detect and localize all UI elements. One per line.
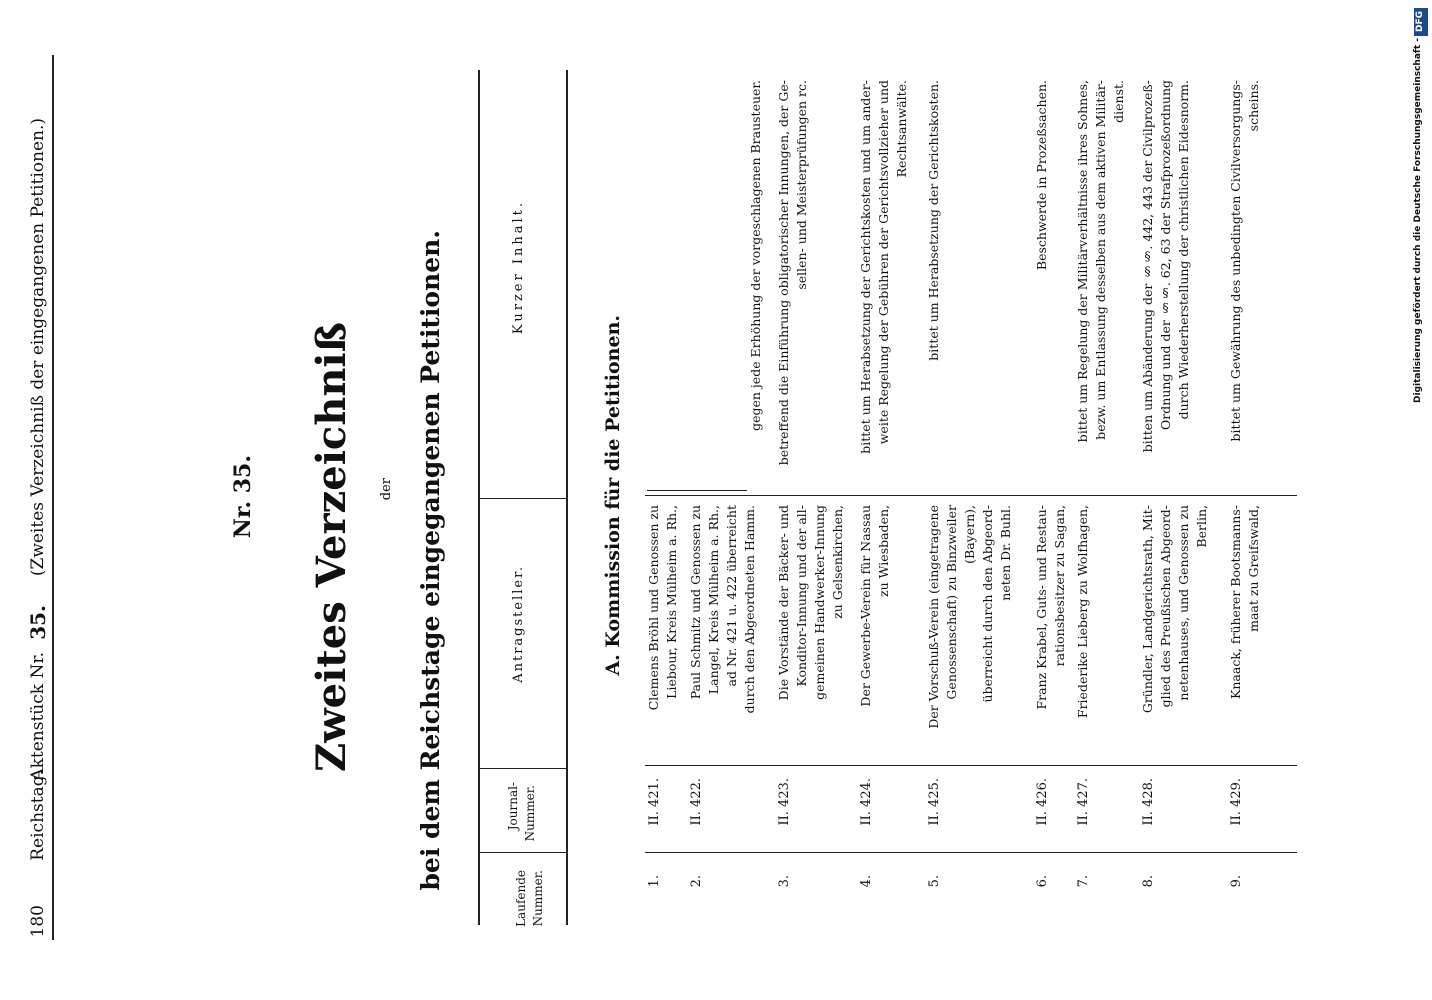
- row-number: 9.: [1229, 875, 1244, 888]
- row-number: 5.: [927, 875, 942, 888]
- header-reichstag: Reichstag.: [28, 770, 48, 861]
- document-subtitle: bei dem Reichstage eingegangenen Petitionen.: [416, 230, 445, 891]
- dfg-credit: Digitalisierung gefördert durch die Deutsche Forschungsgemeinschaft -: [1413, 38, 1423, 403]
- row-inhalt-line: Beschwerde in Prozeßsachen.: [1034, 80, 1049, 271]
- header-akten-number: 35.: [26, 605, 50, 640]
- row-inhalt-line: scheins.: [1246, 80, 1261, 132]
- row-antragsteller-line: Langel, Kreis Mülheim a. Rh.,: [706, 505, 721, 695]
- row-antragsteller-line: ad Nr. 421 u. 422 überreicht: [724, 505, 739, 687]
- document-title: Zweites Verzeichniß: [308, 322, 355, 772]
- row-journal: II. 423.: [777, 778, 792, 826]
- body-col-rule-3: [645, 495, 1297, 496]
- title-der: der: [379, 478, 394, 501]
- row-antragsteller-line: Knaack, früherer Bootsmanns-: [1228, 505, 1243, 699]
- row-antragsteller-line: Clemens Bröhl und Genossen zu: [646, 505, 661, 711]
- row-inhalt-line: dienst.: [1111, 80, 1126, 123]
- row-antragsteller-line: Konditor-Innung und der all-: [794, 505, 809, 687]
- row-journal: II. 425.: [927, 778, 942, 826]
- body-col-rule-2: [645, 765, 1297, 766]
- row-number: 7.: [1076, 875, 1091, 888]
- row-inhalt-line: bezw. um Entlassung desselben aus dem aktiven Militär-: [1093, 80, 1108, 440]
- page-number: 180: [28, 905, 48, 938]
- row-journal: II. 421.: [647, 778, 662, 826]
- row-number: 1.: [647, 875, 662, 888]
- row-inhalt-line: durch Wiederherstellung der christlichen Eidesnorm.: [1176, 80, 1191, 420]
- col-journal-line2: Nummer.: [523, 785, 537, 842]
- col-laufende-line2: Nummer.: [531, 870, 545, 927]
- row-number: 6.: [1035, 875, 1050, 888]
- row-inhalt-line: weite Regelung der Gebühren der Gerichtsvollzieher und: [876, 80, 891, 445]
- row-antragsteller-line: netenhauses, und Genossen zu: [1176, 505, 1191, 701]
- row-journal: II. 422.: [689, 778, 704, 826]
- row-antragsteller-line: Franz Krabel, Guts- und Restau-: [1034, 505, 1049, 710]
- col-journal-line1: Journal-: [506, 782, 520, 831]
- row-antragsteller-line: Berlin,: [1194, 505, 1209, 548]
- row-antragsteller-line: Der Vorschuß-Verein (eingetragene: [926, 505, 941, 729]
- header-rule: [52, 55, 54, 940]
- row-journal: II. 426.: [1035, 778, 1050, 826]
- row-antragsteller-line: Paul Schmitz und Genossen zu: [688, 505, 703, 700]
- row-antragsteller-line: Gründler, Landgerichtsrath, Mit-: [1140, 505, 1155, 714]
- col-inhalt: Kurzer Inhalt.: [511, 200, 526, 335]
- row-antragsteller-line: maat zu Greifswald,: [1246, 505, 1261, 632]
- row-inhalt-line: bittet um Herabsetzung der Gerichtskosten und um ander-: [858, 80, 873, 454]
- row-journal: II. 424.: [859, 778, 874, 826]
- row-inhalt-line: bitten um Abänderung der §§. 442, 443 der Civilprozeß-: [1140, 80, 1155, 453]
- row-inhalt-line: sellen- und Meisterprüfungen rc.: [794, 80, 809, 290]
- col-antragsteller: Antragsteller.: [511, 565, 526, 683]
- row-antragsteller-line: Genossenschaft) zu Binzweiler: [944, 505, 959, 700]
- row-journal: II. 427.: [1076, 778, 1091, 826]
- row-number: 8.: [1141, 875, 1156, 888]
- header-bottom-rule: [566, 70, 568, 925]
- col-rule-3: [478, 498, 566, 499]
- document-number: Nr. 35.: [230, 455, 256, 539]
- row-journal: II. 428.: [1141, 778, 1156, 826]
- body-col-rule-1: [645, 852, 1297, 853]
- header-akten-rest: (Zweites Verzeichniß der eingegangenen Petitionen.): [28, 118, 48, 577]
- row-inhalt-line: Ordnung und der §§. 62, 63 der Strafprozeßordnung: [1158, 80, 1173, 430]
- row-number: 2.: [689, 875, 704, 888]
- row-inhalt-line: gegen jede Erhöhung der vorgeschlagenen Brausteuer.: [748, 80, 763, 431]
- col-rule-2: [478, 768, 566, 769]
- row-antragsteller-line: überreicht durch den Abgeord-: [980, 505, 995, 703]
- header-akten-prefix: Aktenstück Nr.: [28, 652, 48, 781]
- row-antragsteller-line: Liebour, Kreis Mülheim a. Rh.,: [664, 505, 679, 699]
- row-inhalt-line: bittet um Gewährung des unbedingten Civilversorgungs-: [1228, 80, 1243, 442]
- row-antragsteller-line: (Bayern),: [962, 505, 977, 564]
- row-journal: II. 429.: [1229, 778, 1244, 826]
- rows-1-2-brace: [647, 490, 747, 491]
- row-antragsteller-line: rationsbesitzer zu Sagan,: [1052, 505, 1067, 667]
- col-rule-1: [478, 852, 566, 853]
- dfg-logo: DFG: [1414, 8, 1428, 36]
- row-antragsteller-line: zu Wiesbaden,: [876, 505, 891, 597]
- section-heading: A. Kommission für die Petitionen.: [602, 315, 624, 676]
- row-inhalt-line: bittet um Herabsetzung der Gerichtskosten.: [926, 80, 941, 361]
- row-antragsteller-line: zu Gelsenkirchen,: [830, 505, 845, 619]
- row-antragsteller-line: gemeinen Handwerker-Innung: [812, 505, 827, 700]
- row-antragsteller-line: glied des Preußischen Abgeord-: [1158, 505, 1173, 708]
- row-inhalt-line: bittet um Regelung der Militärverhältnisse ihres Sohnes,: [1075, 80, 1090, 443]
- row-antragsteller-line: neten Dr. Buhl.: [998, 505, 1013, 601]
- row-antragsteller-line: Der Gewerbe-Verein für Nassau: [858, 505, 873, 707]
- row-inhalt-line: betreffend die Einführung obligatorischer Innungen, der Ge-: [776, 80, 791, 466]
- row-number: 3.: [777, 875, 792, 888]
- row-inhalt-line: Rechtsanwälte.: [894, 80, 909, 178]
- row-antragsteller-line: durch den Abgeordneten Hamm.: [742, 505, 757, 714]
- col-laufende-line1: Laufende: [514, 870, 528, 927]
- row-antragsteller-line: Friederike Lieberg zu Wolfhagen,: [1075, 505, 1090, 719]
- row-number: 4.: [859, 875, 874, 888]
- row-antragsteller-line: Die Vorstände der Bäcker- und: [776, 505, 791, 701]
